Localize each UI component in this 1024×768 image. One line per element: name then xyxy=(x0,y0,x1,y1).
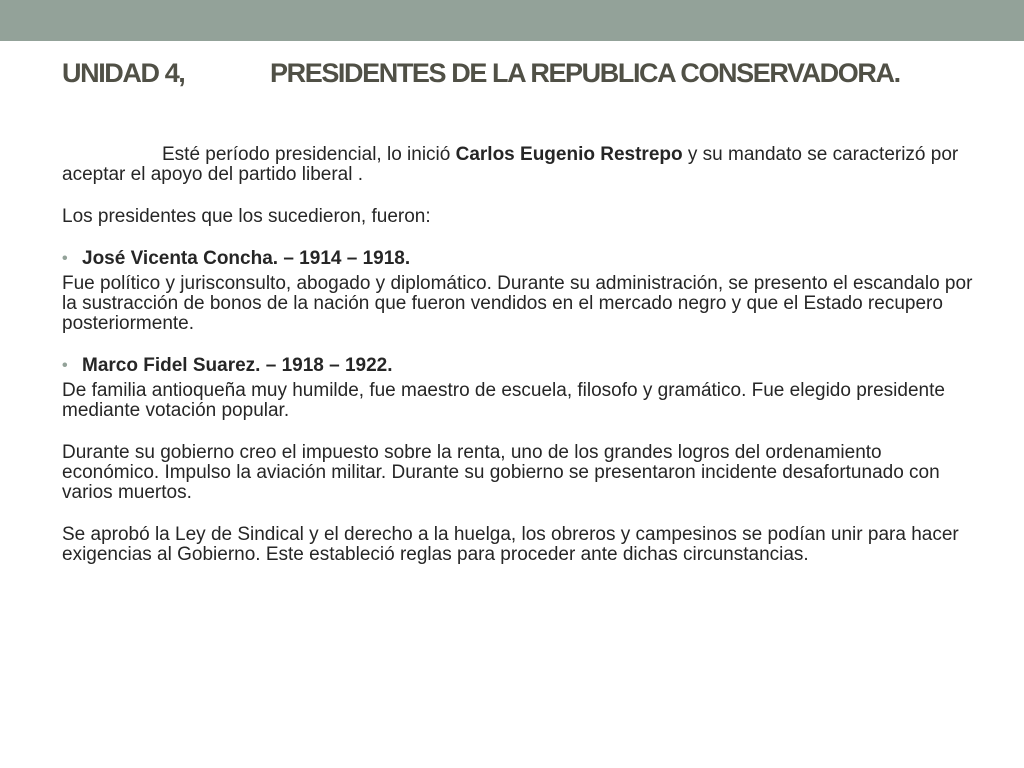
intro-text-after: y su mandato se caracterizó por aceptar el apoyo del partido liberal . xyxy=(62,144,959,185)
bullet-icon: • xyxy=(62,250,68,267)
president-2-paragraph-3: Se aprobó la Ley de Sindical y el derecho a la huelga, los obreros y campesinos se podían unir para hacer exigencias al Gobierno. Este estableció reglas para proceder ante dichas circunstancias. xyxy=(62,524,959,565)
title-unit: UNIDAD 4, xyxy=(62,58,185,88)
top-accent-bar xyxy=(0,0,1024,41)
president-heading-text: José Vicenta Concha. – 1914 – 1918. xyxy=(82,248,411,269)
president-2-paragraph-1: De familia antioqueña muy humilde, fue maestro de escuela, filosofo y gramático. Fue elegido presidente mediante votación popular. xyxy=(62,380,945,421)
successors-line: Los presidentes que los sucedieron, fueron: xyxy=(62,206,431,227)
president-heading-2 xyxy=(62,356,982,376)
president-1-paragraph-1: Fue político y jurisconsulto, abogado y diplomático. Durante su administración, se presento el escandalo por la sustracción de bonos de la nación que fueron vendidos en el mercado negro y que el Estado recupero posteriormente. xyxy=(62,273,973,334)
president-heading-1 xyxy=(62,249,982,269)
slide-body xyxy=(62,145,982,587)
president-heading-text: Marco Fidel Suarez. – 1918 – 1922. xyxy=(82,355,393,376)
bullet-icon: • xyxy=(62,357,68,374)
intro-text-before: Esté período presidencial, lo inició xyxy=(162,144,456,165)
intro-paragraph xyxy=(62,145,982,185)
intro-bold-name: Carlos Eugenio Restrepo xyxy=(455,144,683,165)
slide-title xyxy=(62,56,1002,90)
title-topic: PRESIDENTES DE LA REPUBLICA CONSERVADORA. xyxy=(270,58,900,88)
president-2-paragraph-2: Durante su gobierno creo el impuesto sobre la renta, uno de los grandes logros del ordenamiento económico. Impulso la aviación militar. Durante su gobierno se presentaron incidente desafortunado con varios muertos. xyxy=(62,442,940,503)
